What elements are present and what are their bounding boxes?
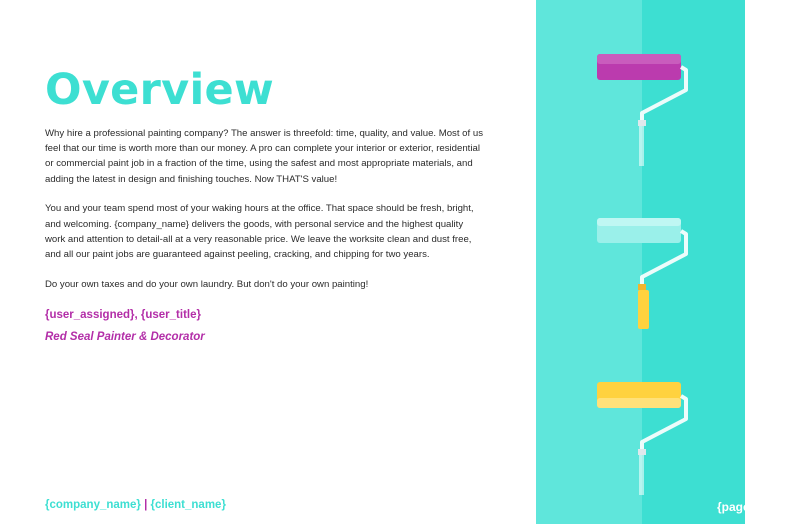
page-number: {page_number} [717, 500, 805, 514]
body-text [45, 126, 485, 306]
signer-name: {user_assigned}, {user_title} [45, 309, 201, 321]
paint-roller-illustration [536, 0, 745, 524]
footer-company: {company_name} [45, 499, 141, 511]
page-title: Overview [45, 65, 275, 115]
paragraph-2: You and your team spend most of your waking hours at the office. That space should be fresh, bright, and welcoming. {company_name} delivers the goods, with personal service and the highest quality work and attention to detail-all at a very reasonable price. We leave the worksite clean and dust free, and all our paint jobs are guaranteed against peeling, cracking, and chipping for two years. [45, 203, 474, 260]
paragraph-3: Do your own taxes and do your own laundry. But don't do your own painting! [45, 278, 369, 290]
decorative-panel [536, 0, 745, 524]
footer-separator: | [144, 499, 148, 511]
paragraph-1: Why hire a professional painting company? The answer is threefold: time, quality, and value. Most of us feel that our time is worth more than our money. A pro can complete your interior or exterior, residential or commercial paint job in a fraction of the time, using the safest and most appropriate materials, and adding the latest in design and finishing touches. Now THAT'S value! [45, 128, 483, 185]
footer-client: {client_name} [150, 499, 226, 511]
page-footer [45, 499, 226, 511]
signer-role: Red Seal Painter & Decorator [45, 331, 205, 343]
